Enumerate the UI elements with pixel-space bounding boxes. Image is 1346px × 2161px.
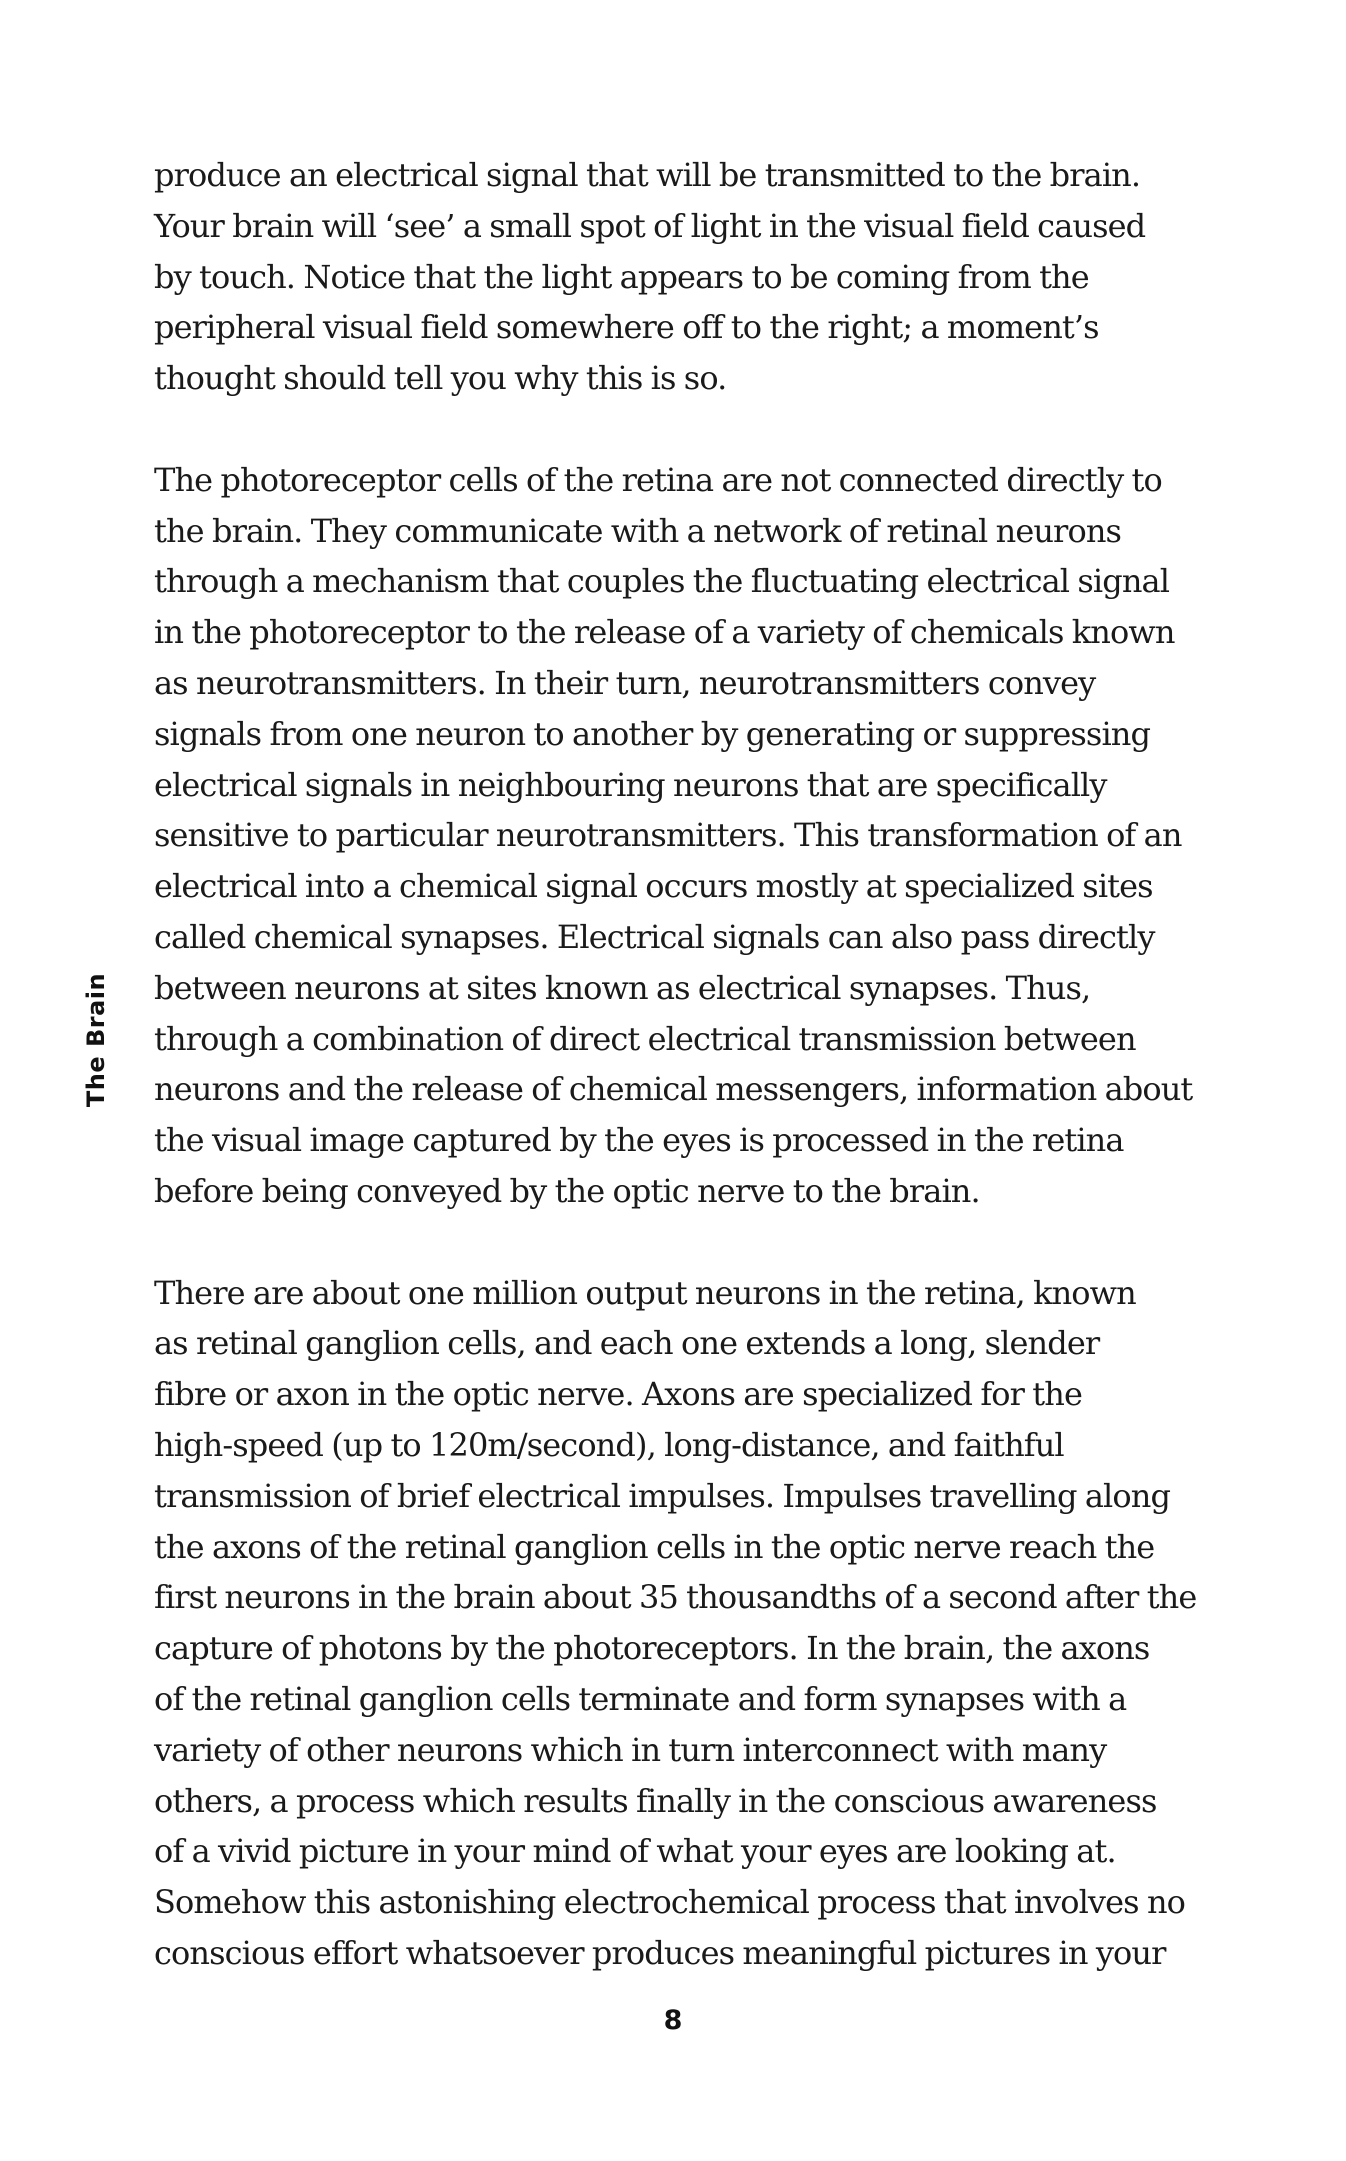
text-line: high-speed (up to 120m/second), long-distance, and faithful [154,1425,1064,1464]
text-line: signals from one neuron to another by generating or suppressing [154,714,1151,753]
text-line: of a vivid picture in your mind of what your eyes are looking at. [154,1832,1116,1871]
text-line: in the photoreceptor to the release of a variety of chemicals known [154,613,1175,652]
text-line: others, a process which results finally in the conscious awareness [154,1781,1157,1820]
text-line: Your brain will ‘see’ a small spot of light in the visual field caused [154,206,1146,245]
text-line: through a combination of direct electrical transmission between [154,1019,1136,1058]
text-line: electrical into a chemical signal occurs mostly at specialized sites [154,867,1153,906]
text-line: capture of photons by the photoreceptors. In the brain, the axons [154,1629,1150,1668]
text-line: before being conveyed by the optic nerve to the brain. [154,1171,980,1210]
text-line: first neurons in the brain about 35 thousandths of a second after the [154,1578,1197,1617]
text-line: neurons and the release of chemical messengers, information about [154,1070,1193,1109]
paragraph-3 [154,1268,1224,1979]
page-number: 8 [663,2005,683,2036]
paragraph-1 [154,150,1224,404]
text-line: the axons of the retinal ganglion cells in the optic nerve reach the [154,1527,1155,1566]
text-line: Somehow this astonishing electrochemical process that involves no [154,1883,1186,1922]
text-line: There are about one million output neurons in the retina, known [154,1273,1136,1312]
paragraph-2 [154,455,1224,1217]
text-line: conscious effort whatsoever produces meaningful pictures in your [154,1933,1166,1972]
text-line: through a mechanism that couples the fluctuating electrical signal [154,562,1170,601]
running-head: The Brain [82,972,110,1108]
text-line: the brain. They communicate with a network of retinal neurons [154,511,1122,550]
text-line: peripheral visual field somewhere off to the right; a moment’s [154,308,1099,347]
body-text [154,150,1224,1979]
text-line: between neurons at sites known as electrical synapses. Thus, [154,968,1091,1007]
text-line: by touch. Notice that the light appears to be coming from the [154,257,1089,296]
text-line: fibre or axon in the optic nerve. Axons are specialized for the [154,1375,1083,1414]
text-line: variety of other neurons which in turn interconnect with many [154,1730,1107,1769]
text-line: electrical signals in neighbouring neurons that are specifically [154,765,1107,804]
text-line: transmission of brief electrical impulses. Impulses travelling along [154,1476,1171,1515]
text-line: sensitive to particular neurotransmitters. This transformation of an [154,816,1182,855]
text-line: of the retinal ganglion cells terminate and form synapses with a [154,1679,1127,1718]
text-line: called chemical synapses. Electrical signals can also pass directly [154,917,1155,956]
text-line: produce an electrical signal that will be transmitted to the brain. [154,156,1141,194]
text-line: as neurotransmitters. In their turn, neurotransmitters convey [154,663,1096,702]
text-line: The photoreceptor cells of the retina are not connected directly to [154,460,1162,499]
text-line: the visual image captured by the eyes is processed in the retina [154,1121,1124,1160]
text-line: thought should tell you why this is so. [154,359,727,398]
text-line: as retinal ganglion cells, and each one extends a long, slender [154,1324,1100,1363]
